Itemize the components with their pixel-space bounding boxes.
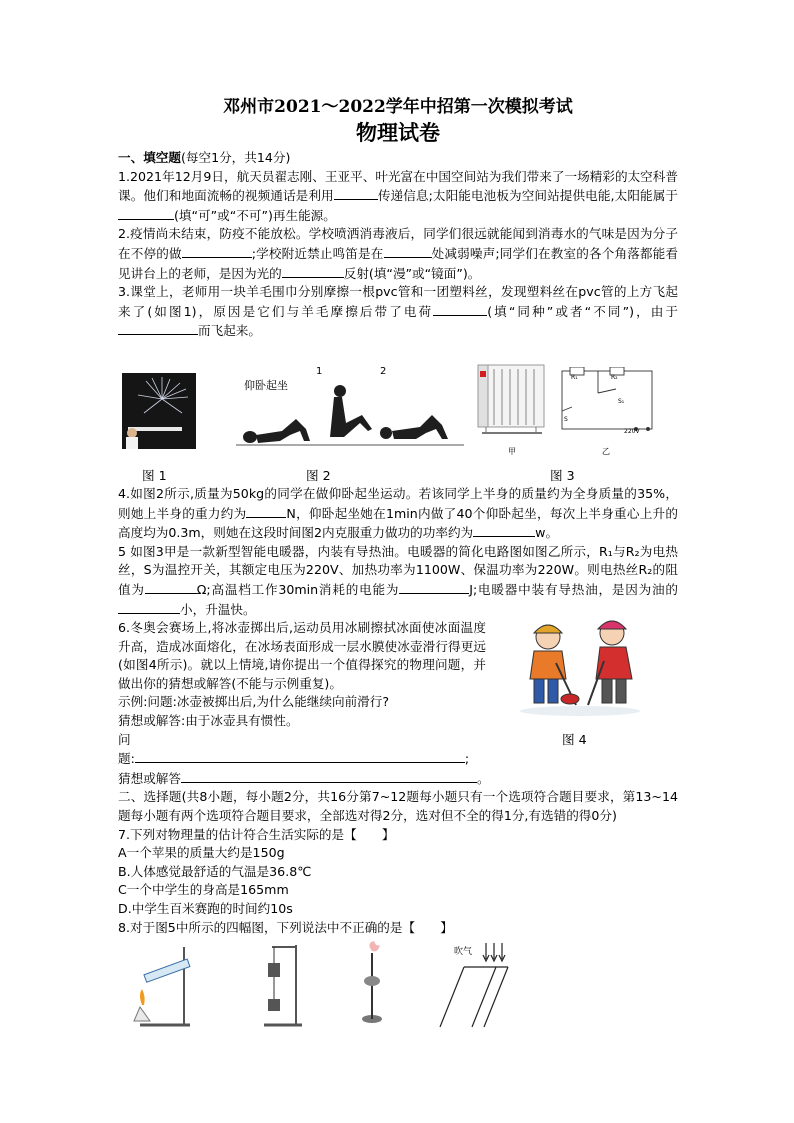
figure-2-image: [236, 367, 464, 449]
q4-text-c: w。: [535, 525, 559, 541]
figure-2-label: 仰卧起坐: [244, 378, 288, 392]
figure-3-s: S: [564, 415, 568, 423]
figure-3-r2: R₂: [611, 373, 618, 381]
section2-heading: 二、选择题(共8小题，每小题2分，共16分第7~12题每小题只有一个选项符合题目要求，第13~14题每小题有两个选项符合题目要求，全部选对得2分，选对但不全的得1分,有选错的得0分): [118, 789, 678, 824]
question-2: [118, 225, 678, 283]
q4-text-a: 4.如图2所示,质量为50kg的同学在做仰卧起坐运动。若该同学上半身的质量约为全身质量的35%，则她上半身的重力约为: [118, 485, 678, 521]
q5-blank-1[interactable]: [145, 580, 197, 594]
figure-5-c-pinwheel: [346, 941, 400, 1031]
section1-heading-note: (每空1分，共14分): [180, 150, 291, 165]
q2-text-a: 2.疫情尚未结束，防疫不能放松。学校喷洒消毒液后，同学们很远就能闻到消毒水的气味是因为分子在不停的做: [118, 226, 678, 261]
q5-blank-3[interactable]: [118, 600, 180, 614]
figure-3-s1: S₁: [618, 397, 625, 405]
figure-2-caption: 图 2: [306, 467, 331, 483]
question-7: 7.下列对物理量的估计符合生活实际的是【 】: [118, 826, 395, 842]
q7-option-d[interactable]: D.中学生百米赛跑的时间约10s: [118, 901, 293, 916]
figure-1-image: [122, 373, 196, 449]
q6-example-answer: 猜想或解答:由于冰壶具有惯性。: [118, 713, 299, 729]
q4-blank-1[interactable]: [246, 504, 286, 518]
q6-semicolon: ;: [464, 751, 470, 767]
q5-text-b: Ω;高温档工作30min消耗的电能为: [196, 581, 400, 597]
figure-1-caption: 图 1: [142, 467, 167, 483]
question-3: [118, 283, 678, 341]
q1-text-c: (填“可”或“不可”)再生能源。: [174, 207, 336, 223]
q6-guess-blank[interactable]: [181, 769, 477, 783]
figure-5-d-papers: [420, 941, 524, 1031]
q6-question-blank[interactable]: [135, 749, 465, 763]
q1-text-a: 1.2021年12月9日，航天员翟志刚、王亚平、叶光富在中国空间站为我们带来了一场精彩的太空科普课。他们和地面流畅的视频通话是利用: [118, 168, 678, 204]
q3-text-b: (填“同种”或者“不同”)，由于: [487, 303, 678, 319]
q6-ti: 题:: [118, 751, 135, 767]
q5-text-a: 5 如图3甲是一款新型智能电暖器，内装有导热油。电暖器的简化电路图如图乙所示，R₁与R₂为电热丝，S为温控开关，其额定电压为220V、加热功率为1100W、保温功率为220W。则电热丝R₂的阻值为: [118, 543, 678, 597]
q6-guess-line: [118, 769, 678, 789]
q2-blank-3[interactable]: [282, 264, 344, 278]
figure-5-blow-label: 吹气: [454, 947, 473, 958]
figure-4-caption: 图 4: [562, 732, 587, 748]
q4-text-b: N，仰卧起坐她在1min内做了40个仰卧起坐，每次上半身重心上升的高度均为0.3m，则她在这段时间图2内克服重力做功的功率约为: [118, 505, 678, 541]
q1-text-b: 传递信息;太阳能电池板为空间站提供电能,太阳能属于: [377, 188, 679, 204]
q3-text-c: 而飞起来。: [198, 323, 261, 339]
figures-1-3: [118, 355, 678, 467]
section1-heading-text: 一、填空题: [118, 150, 181, 165]
question-6-block: [118, 619, 678, 788]
exam-title: 邓州市2021～2022学年中招第一次模拟考试: [223, 97, 573, 117]
q2-text-c: 处减弱噪声;同学们在教室的各个角落都能看见讲台上的老师，是因为光的: [118, 245, 679, 281]
q6-wen: 问: [118, 731, 131, 747]
q1-blank-2[interactable]: [118, 206, 174, 220]
q3-blank-2[interactable]: [118, 321, 198, 335]
figure-2-num-1: 1: [316, 365, 323, 377]
figure-3-jia-label: 甲: [508, 446, 516, 456]
figure-3-caption: 图 3: [550, 467, 575, 483]
question-1: [118, 168, 678, 226]
q2-text-b: ;学校附近禁止鸣笛是在: [251, 245, 384, 261]
question-5: [118, 543, 678, 619]
q2-text-d: 反射(填“漫”或“镜面”)。: [343, 265, 481, 281]
figure-5-a-test-tube: [126, 941, 202, 1031]
figure-3-heater: [472, 355, 550, 447]
q2-blank-2[interactable]: [384, 244, 432, 258]
q5-blank-2[interactable]: [399, 580, 469, 594]
q4-blank-2[interactable]: [473, 523, 535, 537]
q5-text-d: 小，升温快。: [180, 601, 256, 617]
q1-blank-1[interactable]: [334, 186, 378, 200]
q7-option-a[interactable]: A一个苹果的质量大约是150g: [118, 845, 285, 861]
exam-subtitle: 物理试卷: [356, 120, 440, 145]
exam-content: [118, 92, 678, 1033]
question-4: [118, 485, 678, 543]
q6-period: 。: [476, 770, 490, 786]
figure-5-row: [118, 937, 678, 1033]
figure-3-voltage: 220V: [624, 427, 640, 435]
question-6: 6.冬奥会赛场上,将冰壶掷出后,运动员用冰刷擦拭冰面使冰面温度升高，造成冰面熔化，在冰场表面形成一层水膜使冰壶滑行得更远(如图4所示)。就以上情境,请你提出一个值得探究的物理问题，并做出你的猜想或解答(不能与示例重复)。: [118, 620, 486, 691]
figure-3-r1: R₁: [571, 373, 578, 381]
figure-2-num-2: 2: [380, 365, 387, 377]
figure-3-yi-label: 乙: [602, 446, 610, 456]
figure-5-b-weights: [256, 941, 316, 1031]
q3-text-a: 3.课堂上，老师用一块羊毛围巾分别摩擦一根pvc管和一团塑料丝，发现塑料丝在pvc管的上方飞起来了(如图1)，原因是它们与羊毛摩擦后带了电荷: [118, 284, 678, 319]
question-8: 8.对于图5中所示的四幅图，下列说法中不正确的是【 】: [118, 919, 453, 935]
q7-option-b[interactable]: B.人体感觉最舒适的气温是36.8℃: [118, 863, 312, 879]
q2-blank-1[interactable]: [182, 244, 252, 258]
q5-text-c: J;电暖器中装有导热油，是因为油的: [469, 581, 679, 597]
q3-blank-1[interactable]: [433, 302, 487, 316]
q6-guess-label: 猜想或解答: [118, 770, 181, 786]
q6-question-line: [118, 749, 678, 769]
section1-heading: [118, 149, 678, 168]
figure-captions: [118, 467, 678, 485]
q7-option-c[interactable]: C一个中学生的身高是165mm: [118, 882, 289, 898]
figure-4-image: [514, 613, 644, 717]
q6-example-question: 示例:问题:冰壶被掷出后,为什么能继续向前滑行?: [118, 694, 390, 710]
